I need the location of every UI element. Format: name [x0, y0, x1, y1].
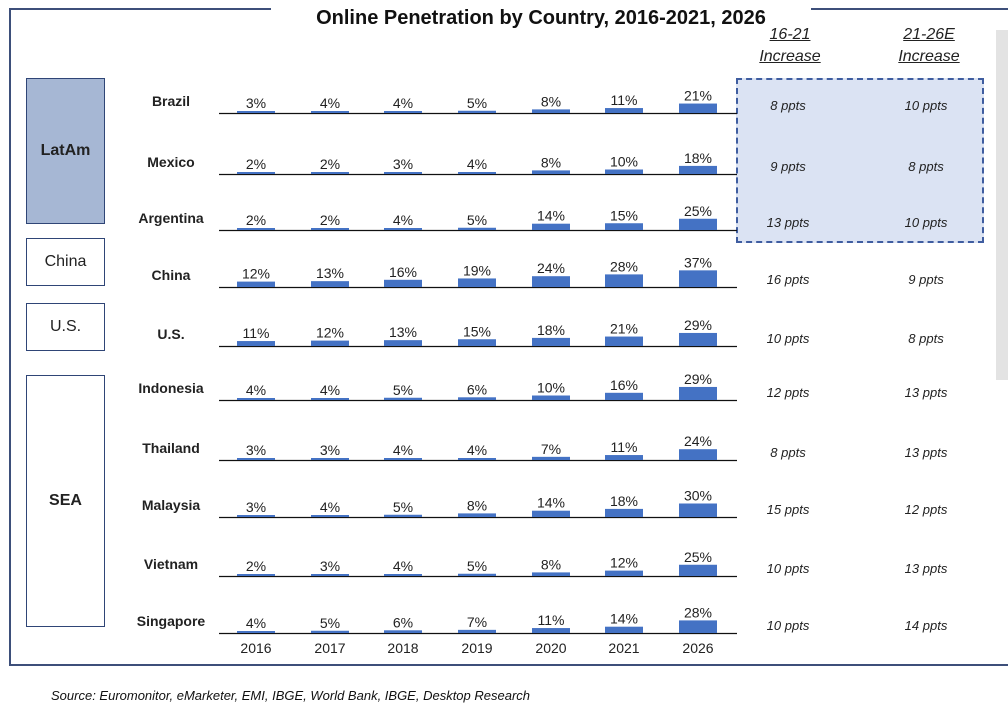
bar-singapore-2016 — [237, 631, 275, 633]
bar-brazil-2019 — [458, 111, 496, 113]
bar-argentina-2019 — [458, 228, 496, 230]
data-label-indonesia-2018: 5% — [392, 381, 414, 398]
data-label-china-2017: 13% — [315, 265, 345, 282]
bar-indonesia-2020 — [532, 396, 570, 401]
country-label-u-s: U.S. — [157, 326, 185, 342]
data-label-mexico-2020: 8% — [540, 154, 562, 171]
bar-mexico-2016 — [237, 172, 275, 174]
increase-16-21-u-s: 10 ppts — [766, 331, 810, 346]
bar-brazil-2016 — [237, 111, 275, 113]
bar-malaysia-2019 — [458, 513, 496, 517]
data-label-mexico-2017: 2% — [319, 156, 341, 172]
bar-malaysia-2020 — [532, 511, 570, 517]
bar-vietnam-2026 — [679, 565, 717, 576]
data-label-singapore-2020: 11% — [537, 612, 565, 629]
data-label-thailand-2026: 24% — [683, 433, 713, 450]
data-label-argentina-2026: 25% — [683, 202, 713, 219]
bar-malaysia-2018 — [384, 515, 422, 517]
bar-indonesia-2019 — [458, 397, 496, 400]
bar-brazil-2018 — [384, 111, 422, 113]
bar-argentina-2017 — [311, 228, 349, 230]
bar-china-2020 — [532, 276, 570, 287]
data-label-mexico-2021: 10% — [609, 153, 639, 170]
increase-16-21-singapore: 10 ppts — [766, 618, 810, 633]
bar-u-s-2019 — [458, 339, 496, 346]
data-label-argentina-2020: 14% — [536, 207, 566, 224]
bar-mexico-2019 — [458, 172, 496, 174]
bar-china-2017 — [311, 281, 349, 287]
data-label-singapore-2026: 28% — [683, 604, 713, 621]
data-label-thailand-2018: 4% — [392, 442, 414, 458]
data-label-mexico-2018: 3% — [392, 156, 414, 172]
data-label-thailand-2021: 11% — [610, 439, 638, 456]
data-label-indonesia-2026: 29% — [683, 370, 713, 387]
bar-singapore-2018 — [384, 630, 422, 633]
data-label-u-s-2026: 29% — [683, 316, 713, 333]
increase-21-26-malaysia: 12 ppts — [904, 502, 948, 517]
data-label-malaysia-2019: 8% — [466, 497, 488, 514]
increase-21-26-mexico: 8 ppts — [908, 159, 944, 174]
country-label-vietnam: Vietnam — [143, 556, 199, 572]
bar-malaysia-2026 — [679, 504, 717, 518]
bar-u-s-2020 — [532, 338, 570, 346]
data-label-thailand-2016: 3% — [245, 442, 267, 458]
data-label-brazil-2019: 5% — [466, 94, 488, 111]
bar-thailand-2020 — [532, 457, 570, 460]
bar-thailand-2026 — [679, 449, 717, 460]
increase-21-26-u-s: 8 ppts — [908, 331, 944, 346]
data-label-vietnam-2020: 8% — [540, 556, 562, 573]
region-china-label: China — [44, 253, 87, 270]
country-label-china: China — [151, 267, 191, 283]
data-label-singapore-2018: 6% — [392, 614, 414, 631]
bar-brazil-2026 — [679, 104, 717, 113]
increase-21-26-vietnam: 13 ppts — [904, 561, 948, 576]
bar-u-s-2017 — [311, 341, 349, 346]
data-label-china-2021: 28% — [609, 258, 639, 275]
data-label-china-2016: 12% — [241, 265, 271, 282]
data-label-u-s-2016: 11% — [242, 325, 270, 342]
increase-16-21-thailand: 8 ppts — [770, 445, 806, 460]
bar-thailand-2017 — [311, 458, 349, 460]
data-label-argentina-2017: 2% — [319, 212, 341, 228]
bar-mexico-2018 — [384, 172, 422, 174]
data-label-brazil-2020: 8% — [540, 93, 562, 110]
bar-argentina-2020 — [532, 224, 570, 230]
data-label-brazil-2016: 3% — [245, 95, 267, 111]
bar-indonesia-2016 — [237, 398, 275, 400]
region-latam-label: LatAm — [40, 142, 91, 159]
data-label-thailand-2017: 3% — [319, 442, 341, 458]
bar-malaysia-2017 — [311, 515, 349, 517]
data-label-indonesia-2021: 16% — [609, 376, 639, 393]
header-increase-21-26-line2: Increase — [898, 48, 960, 65]
data-label-thailand-2019: 4% — [466, 442, 488, 458]
country-label-malaysia: Malaysia — [141, 497, 201, 513]
data-label-malaysia-2018: 5% — [392, 498, 414, 515]
data-label-brazil-2026: 21% — [683, 87, 713, 104]
bar-argentina-2026 — [679, 219, 717, 230]
bar-vietnam-2020 — [532, 572, 570, 576]
bar-mexico-2026 — [679, 166, 717, 174]
bar-vietnam-2017 — [311, 574, 349, 576]
data-label-singapore-2016: 4% — [245, 615, 267, 631]
data-label-vietnam-2019: 5% — [466, 557, 488, 574]
data-label-malaysia-2021: 18% — [609, 492, 639, 509]
region-us-label: U.S. — [49, 318, 82, 335]
bar-vietnam-2016 — [237, 574, 275, 576]
x-tick-2016: 2016 — [240, 640, 272, 656]
region-sea-label: SEA — [49, 492, 82, 509]
bar-brazil-2021 — [605, 108, 643, 113]
header-increase-16-21-line1: 16-21 — [769, 26, 811, 43]
data-label-u-s-2021: 21% — [609, 320, 639, 337]
bar-malaysia-2021 — [605, 509, 643, 517]
bar-argentina-2021 — [605, 223, 643, 230]
header-increase-21-26-line1: 21-26E — [903, 26, 955, 43]
chart-title: Online Penetration by Country, 2016-2021, 2026 — [271, 4, 811, 32]
data-label-singapore-2021: 14% — [609, 610, 639, 627]
data-label-malaysia-2020: 14% — [536, 494, 566, 511]
data-label-u-s-2018: 13% — [388, 324, 418, 341]
data-label-brazil-2021: 11% — [610, 92, 638, 109]
increase-16-21-argentina: 13 ppts — [766, 215, 810, 230]
country-label-thailand: Thailand — [142, 440, 200, 456]
data-label-vietnam-2016: 2% — [245, 558, 267, 574]
bar-u-s-2016 — [237, 341, 275, 346]
bar-argentina-2018 — [384, 228, 422, 230]
data-label-argentina-2019: 5% — [466, 211, 488, 228]
data-label-indonesia-2019: 6% — [466, 381, 488, 398]
data-label-vietnam-2017: 3% — [319, 558, 341, 574]
bar-indonesia-2026 — [679, 387, 717, 400]
x-tick-2026: 2026 — [682, 640, 714, 656]
data-label-china-2020: 24% — [536, 260, 566, 277]
country-label-indonesia: Indonesia — [138, 380, 204, 396]
bar-u-s-2018 — [384, 340, 422, 346]
x-tick-2020: 2020 — [535, 640, 567, 656]
data-label-u-s-2020: 18% — [536, 321, 566, 338]
bar-vietnam-2021 — [605, 571, 643, 576]
increase-21-26-indonesia: 13 ppts — [904, 385, 948, 400]
bar-china-2026 — [679, 270, 717, 287]
bar-singapore-2026 — [679, 620, 717, 633]
bar-singapore-2020 — [532, 628, 570, 633]
increase-16-21-brazil: 8 ppts — [770, 98, 806, 113]
country-label-mexico: Mexico — [147, 154, 195, 170]
data-label-singapore-2019: 7% — [466, 613, 488, 630]
data-label-china-2026: 37% — [683, 254, 713, 271]
bar-indonesia-2018 — [384, 398, 422, 400]
data-label-argentina-2018: 4% — [392, 212, 414, 228]
bar-thailand-2018 — [384, 458, 422, 460]
data-label-brazil-2018: 4% — [392, 95, 414, 111]
bar-brazil-2017 — [311, 111, 349, 113]
country-label-singapore: Singapore — [136, 613, 206, 629]
bar-malaysia-2016 — [237, 515, 275, 517]
data-label-indonesia-2016: 4% — [245, 382, 267, 398]
bar-argentina-2016 — [237, 228, 275, 230]
bar-singapore-2019 — [458, 630, 496, 633]
bar-indonesia-2017 — [311, 398, 349, 400]
data-label-vietnam-2021: 12% — [609, 554, 639, 571]
bar-china-2019 — [458, 278, 496, 287]
source-note: Source: Euromonitor, eMarketer, EMI, IBGE, World Bank, IBGE, Desktop Research — [51, 688, 531, 703]
data-label-argentina-2021: 15% — [609, 207, 639, 224]
bar-u-s-2026 — [679, 333, 717, 346]
x-tick-2021: 2021 — [608, 640, 640, 656]
data-label-brazil-2017: 4% — [319, 95, 341, 111]
data-label-thailand-2020: 7% — [540, 440, 562, 457]
increase-21-26-argentina: 10 ppts — [904, 215, 948, 230]
data-label-u-s-2019: 15% — [462, 323, 492, 340]
data-label-china-2018: 16% — [388, 263, 418, 280]
bar-u-s-2021 — [605, 337, 643, 346]
x-tick-2019: 2019 — [461, 640, 493, 656]
x-tick-2017: 2017 — [314, 640, 346, 656]
bar-thailand-2016 — [237, 458, 275, 460]
bar-singapore-2017 — [311, 631, 349, 633]
data-label-singapore-2017: 5% — [319, 614, 341, 631]
bar-thailand-2021 — [605, 455, 643, 460]
data-label-vietnam-2026: 25% — [683, 548, 713, 565]
data-label-malaysia-2026: 30% — [683, 487, 713, 504]
x-tick-2018: 2018 — [387, 640, 419, 656]
data-label-mexico-2026: 18% — [683, 149, 713, 166]
bar-china-2016 — [237, 282, 275, 287]
bar-singapore-2021 — [605, 627, 643, 633]
country-label-brazil: Brazil — [151, 93, 191, 109]
increase-16-21-indonesia: 12 ppts — [766, 385, 810, 400]
increase-21-26-thailand: 13 ppts — [904, 445, 948, 460]
increase-16-21-mexico: 9 ppts — [770, 159, 806, 174]
data-label-china-2019: 19% — [462, 262, 492, 279]
bar-indonesia-2021 — [605, 393, 643, 400]
data-label-malaysia-2016: 3% — [245, 499, 267, 515]
bar-thailand-2019 — [458, 458, 496, 460]
bar-vietnam-2019 — [458, 574, 496, 576]
bar-mexico-2020 — [532, 170, 570, 174]
increase-21-26-china: 9 ppts — [908, 272, 944, 287]
data-label-argentina-2016: 2% — [245, 212, 267, 228]
increase-16-21-vietnam: 10 ppts — [766, 561, 810, 576]
data-label-mexico-2019: 4% — [466, 156, 488, 172]
data-label-indonesia-2017: 4% — [319, 382, 341, 398]
bar-mexico-2021 — [605, 170, 643, 175]
increase-21-26-brazil: 10 ppts — [904, 98, 948, 113]
header-increase-16-21-line2: Increase — [759, 48, 821, 65]
data-label-vietnam-2018: 4% — [392, 558, 414, 574]
increase-16-21-china: 16 ppts — [766, 272, 810, 287]
increase-21-26-singapore: 14 ppts — [904, 618, 948, 633]
bar-mexico-2017 — [311, 172, 349, 174]
data-label-indonesia-2020: 10% — [536, 379, 566, 396]
bar-brazil-2020 — [532, 109, 570, 113]
data-label-u-s-2017: 12% — [315, 324, 345, 341]
data-label-malaysia-2017: 4% — [319, 499, 341, 515]
bar-vietnam-2018 — [384, 574, 422, 576]
increase-16-21-malaysia: 15 ppts — [766, 502, 810, 517]
data-label-mexico-2016: 2% — [245, 156, 267, 172]
country-label-argentina: Argentina — [138, 210, 204, 226]
bar-china-2018 — [384, 280, 422, 287]
bar-china-2021 — [605, 274, 643, 287]
